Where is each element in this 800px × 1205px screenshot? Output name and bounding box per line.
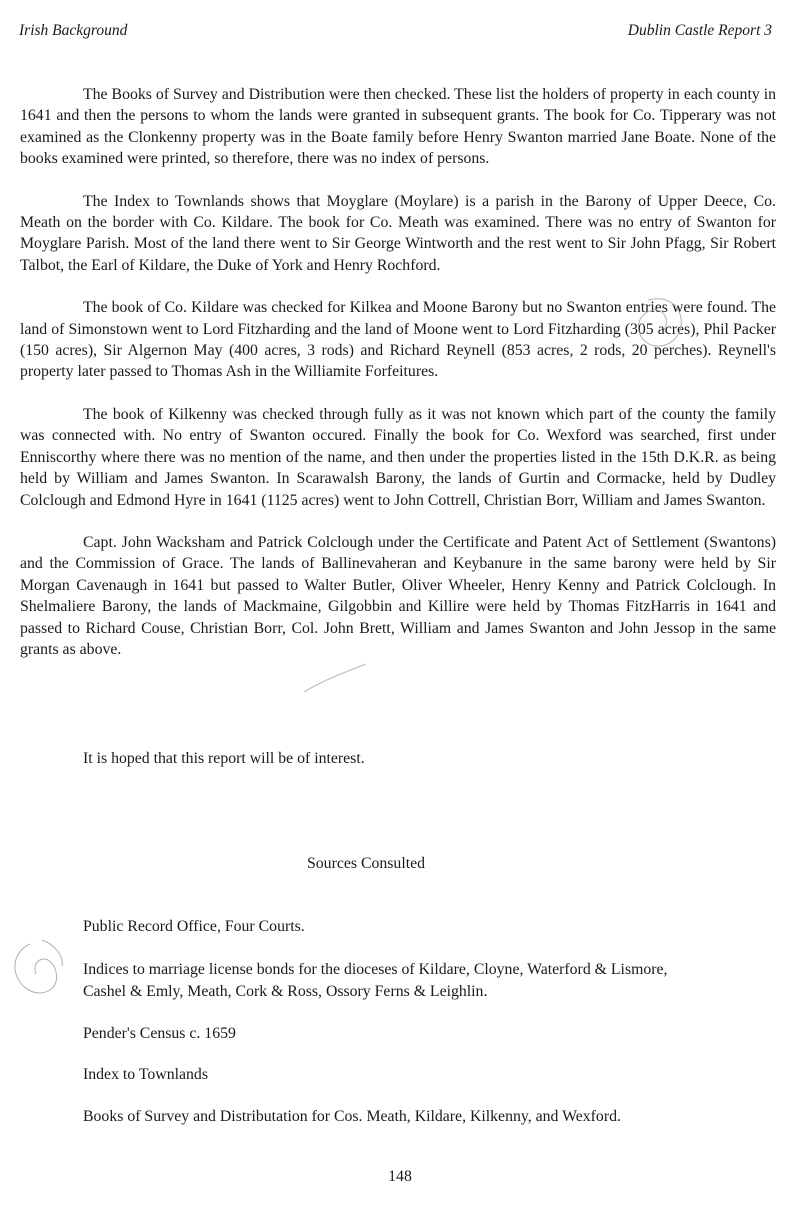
sources-heading: Sources Consulted xyxy=(306,855,426,872)
source-item: Public Record Office, Four Courts. xyxy=(83,918,305,935)
paragraph-kilkenny-wexford: The book of Kilkenny was checked through fully as it was not known which part of the county the family was connected with. No entry of Swanton occured. Finally the book for Co. Wexford was searched, first under Enniscorthy where there was no mention of the name, and then under the properties listed in the 15th D.K.R. as being held by William and James Swanton. In Scarawalsh Barony, the lands of Gurtin and Cormacke, held by Dudley Colclough and Edmond Hyre in 1641 (1125 acres) went to John Cottrell, Christian Borr, William and James Swanton. xyxy=(20,405,776,509)
source-item-continued: Cashel & Emly, Meath, Cork & Ross, Ossory Ferns & Leighlin. xyxy=(83,983,488,1000)
closing-sentence: It is hoped that this report will be of interest. xyxy=(83,750,365,767)
header-left: Irish Background xyxy=(19,22,128,39)
header-right: Dublin Castle Report 3 xyxy=(627,22,772,39)
pencil-scribble-mark xyxy=(2,936,74,1004)
report-body xyxy=(20,84,776,681)
paragraph-books-of-survey: The Books of Survey and Distribution were then checked. These list the holders of property in each county in 1641 and then the persons to whom the lands were granted in subsequent grants. The book for Co. Tipperary was not examined as the Clonkenny property was in the Boate family before Henry Swanton married Jane Boate. None of the books examined were printed, so therefore, there was no index of persons. xyxy=(20,86,776,168)
source-item: Books of Survey and Distributation for Cos. Meath, Kildare, Kilkenny, and Wexford. xyxy=(83,1108,621,1125)
page-number: 148 xyxy=(388,1168,412,1185)
source-item: Indices to marriage license bonds for the dioceses of Kildare, Cloyne, Waterford & Lismore, xyxy=(83,961,668,978)
paragraph-kildare: The book of Co. Kildare was checked for Kilkea and Moone Barony but no Swanton entries were found. The land of Simonstown went to Lord Fitzharding and the land of Moone went to Lord Fitzharding (305 acres), Phil Packer (150 acres), Sir Algernon May (400 acres, 3 rods) and Richard Reynell (853 acres, 2 rods, 20 perches). Reynell's property later passed to Thomas Ash in the Williamite Forfeitures. xyxy=(20,299,776,381)
pencil-scribble-mark xyxy=(630,292,690,362)
pencil-stroke-mark xyxy=(300,660,370,700)
source-item: Pender's Census c. 1659 xyxy=(83,1025,236,1042)
source-item: Index to Townlands xyxy=(83,1066,208,1083)
paragraph-index-to-townlands: The Index to Townlands shows that Moyglare (Moylare) is a parish in the Barony of Upper Deece, Co. Meath on the border with Co. Kildare. The book for Co. Meath was examined. There was no entry of Swanton for Moyglare Parish. Most of the land there went to Sir George Wintworth and the rest went to Sir John Pfagg, Sir Robert Talbot, the Earl of Kildare, the Duke of York and Henry Rochford. xyxy=(20,192,776,274)
paragraph-wacksham: Capt. John Wacksham and Patrick Colclough under the Certificate and Patent Act of Settlement (Swantons) and the Commission of Grace. The lands of Ballinevaheran and Keybanure in the same barony were held by Sir Morgan Cavenaugh in 1641 but passed to Walter Butler, Oliver Wheeler, Henry Kenny and Patrick Colclough. In Shelmaliere Barony, the lands of Mackmaine, Gilgobbin and Killire were held by Thomas FitzHarris in 1641 and passed to Richard Couse, Christian Borr, Col. John Brett, William and James Swanton and John Jessop in the same grants as above. xyxy=(20,533,776,658)
